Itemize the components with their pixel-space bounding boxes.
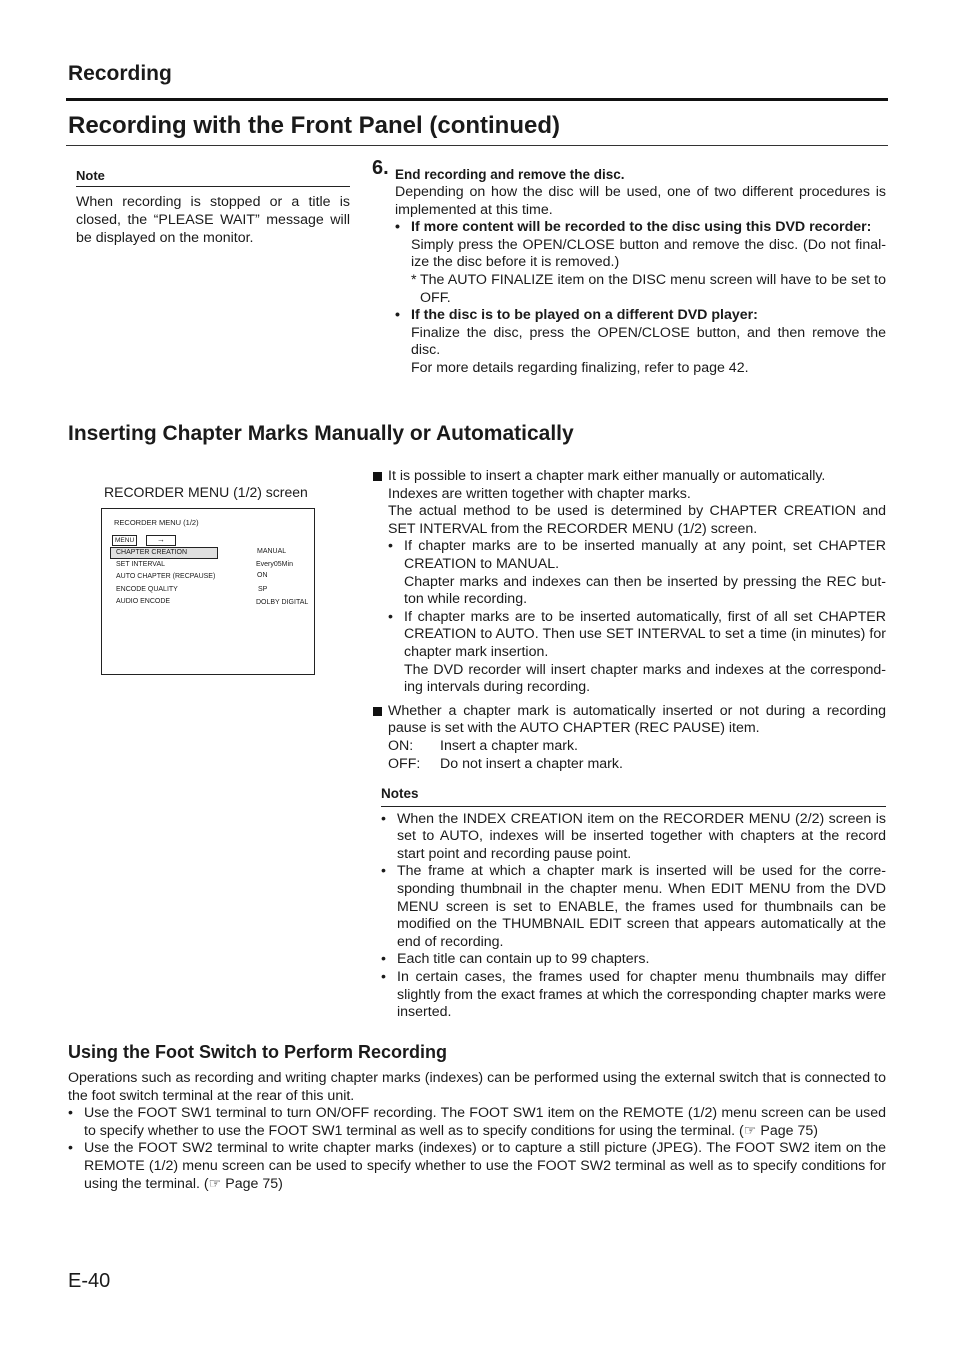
bullet-icon: •	[381, 863, 386, 880]
option-on-value: Insert a chapter mark.	[440, 737, 578, 754]
chapter-para-2	[372, 703, 886, 773]
page-number: E-40	[68, 1270, 111, 1292]
step-bullet-1	[395, 219, 886, 307]
bullet-icon: •	[381, 810, 386, 827]
sub-bullet-manual-more: Chapter marks and indexes can then be inserted by pressing the REC but-ton while recording.	[404, 573, 886, 608]
list-item	[381, 951, 886, 969]
screen-item-value: ON	[257, 572, 268, 579]
screen-caption: RECORDER MENU (1/2) screen	[104, 484, 308, 500]
option-off-value: Do not insert a chapter mark.	[440, 755, 623, 772]
chapter-text-column	[372, 468, 886, 773]
notes-list	[381, 811, 886, 1022]
para-1-line-1: It is possible to insert a chapter mark either manually or automatically.	[388, 468, 826, 484]
step-heading: End recording and remove the disc.	[395, 167, 625, 182]
arrow-right-icon: →	[146, 535, 176, 546]
bullet-icon: •	[381, 968, 386, 985]
screen-item-value: Every05Min	[256, 561, 293, 568]
chapter-section-heading: Inserting Chapter Marks Manually or Automatically	[68, 422, 574, 445]
bullet-icon: •	[395, 219, 400, 236]
screen-item-label: AUDIO ENCODE	[116, 598, 171, 605]
sub-bullet-manual	[388, 538, 886, 608]
bullet-2-more: For more details regarding finalizing, refer to page 42.	[411, 359, 749, 376]
foot-switch-bullet-1	[68, 1105, 886, 1140]
bullet-icon: •	[68, 1105, 73, 1122]
step-number: 6.	[372, 157, 389, 179]
bullet-icon: •	[381, 951, 386, 968]
header-rule	[66, 98, 888, 101]
bullet-1-footnote-text: The AUTO FINALIZE item on the DISC menu screen will have to be set to OFF.	[420, 271, 886, 306]
note-item-text: The frame at which a chapter mark is inserted will be used for the corre-sponding thumbnail in the chapter menu. When EDIT MENU from the DVD MENU screen is set to ENABLE, the frames used for thumbnails can be modified on the THUMBNAIL EDIT screen that appears automatically at the end of recording.	[397, 863, 886, 950]
bullet-icon: •	[388, 608, 393, 625]
foot-switch-bullet-2	[68, 1140, 886, 1193]
page-title: Recording with the Front Panel (continued)	[68, 112, 560, 139]
note-heading: Note	[76, 168, 350, 187]
screen-item-value: SP	[258, 586, 268, 593]
title-rule	[66, 145, 888, 146]
square-bullet-icon	[373, 707, 382, 716]
asterisk-icon: *	[411, 271, 417, 288]
section-label: Recording	[68, 62, 172, 85]
note-item-text: Each title can contain up to 99 chapters.	[397, 951, 650, 968]
list-item	[381, 969, 886, 1022]
step-body	[395, 184, 886, 378]
list-item	[381, 811, 886, 864]
square-bullet-icon	[373, 472, 382, 481]
note-text: When recording is stopped or a title is closed, the “PLEASE WAIT” message will be displayed on the monitor.	[76, 194, 350, 246]
note-item-text: When the INDEX CREATION item on the RECORDER MENU (2/2) screen is set to AUTO, indexes will be inserted together with chapters at the record start point and recording pause point.	[397, 810, 886, 862]
option-on-key: ON:	[388, 737, 414, 754]
option-off	[388, 756, 886, 774]
bullet-2-text: Finalize the disc, press the OPEN/CLOSE button, and then remove the disc.	[411, 324, 886, 359]
notes-heading: Notes	[381, 785, 886, 807]
screen-title: RECORDER MENU (1/2)	[114, 518, 199, 527]
option-off-key: OFF:	[388, 755, 421, 772]
bullet-1-heading: If more content will be recorded to the disc using this DVD recorder:	[411, 219, 872, 236]
recorder-menu-screen	[101, 508, 315, 675]
screen-item-label: SET INTERVAL	[116, 561, 166, 568]
bullet-2-heading: If the disc is to be played on a different DVD player:	[411, 307, 758, 324]
foot-switch-bullet-2-text: Use the FOOT SW2 terminal to write chapter marks (indexes) or to capture a still picture (JPEG). The FOOT SW2 item on the REMOTE (1/2) menu screen can be used to specify whether to use the FOOT SW2 terminal as well as to specify conditions for using the terminal. (☞ Page 75)	[84, 1140, 886, 1192]
sub-bullet-auto-text: If chapter marks are to be inserted automatically, first of all set CHAPTER CREATION to AUTO. Then use SET INTERVAL to set a time (in minutes) for chapter mark insertion.	[404, 608, 886, 660]
note-item-text: In certain cases, the frames used for chapter menu thumbnails may differ slightly from the exact frames at which the corresponding chapter marks were inserted.	[397, 968, 886, 1021]
bullet-icon: •	[395, 307, 400, 324]
foot-switch-bullet-1-text: Use the FOOT SW1 terminal to turn ON/OFF recording. The FOOT SW1 item on the REMOTE (1/2) menu screen can be used to specify whether to use the FOOT SW1 terminal as well as to specify conditions for using the terminal. (☞ Page 75)	[84, 1105, 886, 1139]
chapter-para-1	[372, 468, 886, 697]
sub-bullet-manual-text: If chapter marks are to be inserted manually at any point, set CHAPTER CREATION to MANUAL.	[404, 538, 886, 572]
foot-switch-body	[68, 1070, 886, 1193]
screen-item-label: ENCODE QUALITY	[116, 586, 178, 593]
para-2-text: Whether a chapter mark is automatically inserted or not during a recording pause is set with the AUTO CHAPTER (REC PAUSE) item.	[388, 702, 886, 737]
bullet-icon: •	[388, 538, 393, 555]
sub-bullet-auto	[388, 609, 886, 697]
para-1-line-3: The actual method to be used is determined by CHAPTER CREATION and SET INTERVAL from the RECORDER MENU (1/2) screen.	[388, 503, 886, 537]
list-item	[381, 863, 886, 951]
step-intro: Depending on how the disc will be used, one of two different procedures is implemented at this time.	[395, 184, 886, 218]
screen-item-label: CHAPTER CREATION	[116, 549, 188, 556]
screen-item-value: MANUAL	[257, 548, 287, 555]
option-on	[388, 738, 886, 756]
bullet-icon: •	[68, 1140, 73, 1157]
screen-item-label: AUTO CHAPTER (RECPAUSE)	[116, 573, 216, 580]
foot-switch-heading: Using the Foot Switch to Perform Recording	[68, 1042, 448, 1062]
notes-box	[381, 785, 886, 1022]
para-1-line-2: Indexes are written together with chapter marks.	[388, 485, 691, 502]
bullet-1-text: Simply press the OPEN/CLOSE button and remove the disc. (Do not final-ize the disc before it is removed.)	[411, 236, 886, 271]
step-bullet-2	[395, 307, 886, 377]
sub-bullet-auto-more: The DVD recorder will insert chapter marks and indexes at the correspond-ing intervals during recording.	[404, 661, 886, 696]
foot-switch-intro: Operations such as recording and writing chapter marks (indexes) can be performed using the external switch that is connected to the foot switch terminal at the rear of this unit.	[68, 1070, 886, 1104]
bullet-1-footnote	[411, 272, 886, 307]
note-box	[76, 168, 350, 247]
screen-item-value: DOLBY DIGITAL	[256, 599, 309, 606]
screen-menu-tab: MENU	[112, 535, 137, 546]
